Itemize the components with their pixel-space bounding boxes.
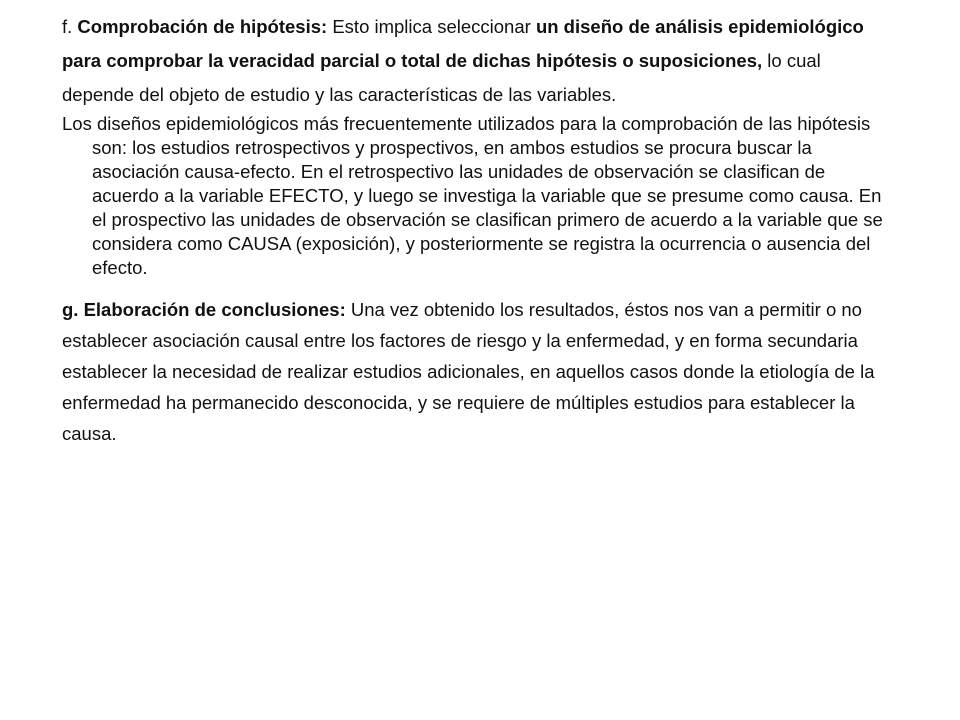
paragraph-epidemiological-designs: Los diseños epidemiológicos más frecuentemente utilizados para la comprobación de las hipótesis son: los estudios retrospectivos y prospectivos, en ambos estudios se procura buscar la asociación causa-efecto. En el retrospectivo las unidades de observación se clasifican de acuerdo a la variable EFECTO, y luego se investiga la variable que se presume como causa. En el prospectivo las unidades de observación se clasifican primero de acuerdo a la variable que se considera como CAUSA (exposición), y posteriormente se registra la ocurrencia o ausencia del efecto. — [62, 113, 883, 278]
section-f-bold-text: un diseño de análisis epidemiológico para comprobar la veracidad parcial o total de dichas hipótesis o suposiciones, — [62, 16, 864, 71]
section-f-text1: Esto implica seleccionar — [327, 16, 536, 37]
slide-content — [62, 10, 892, 449]
section-g-title: g. Elaboración de conclusiones: — [62, 299, 346, 320]
section-g-text: Una vez obtenido los resultados, éstos nos van a permitir o no establecer asociación causal entre los factores de riesgo y la enfermedad, y en forma secundaria establecer la necesidad de realizar estudios adicionales, en aquellos casos donde la etiología de la enfermedad ha permanecido desconocida, y se requiere de múltiples estudios para establecer la causa. — [62, 299, 875, 444]
section-f-text2: lo cual depende del objeto de estudio y las características de las variables. — [62, 50, 821, 105]
section-f-title: Comprobación de hipótesis: — [77, 16, 328, 37]
section-f-label: f. — [62, 16, 78, 37]
paragraph-conclusions — [62, 294, 892, 449]
paragraph-hypothesis-testing — [62, 10, 892, 112]
